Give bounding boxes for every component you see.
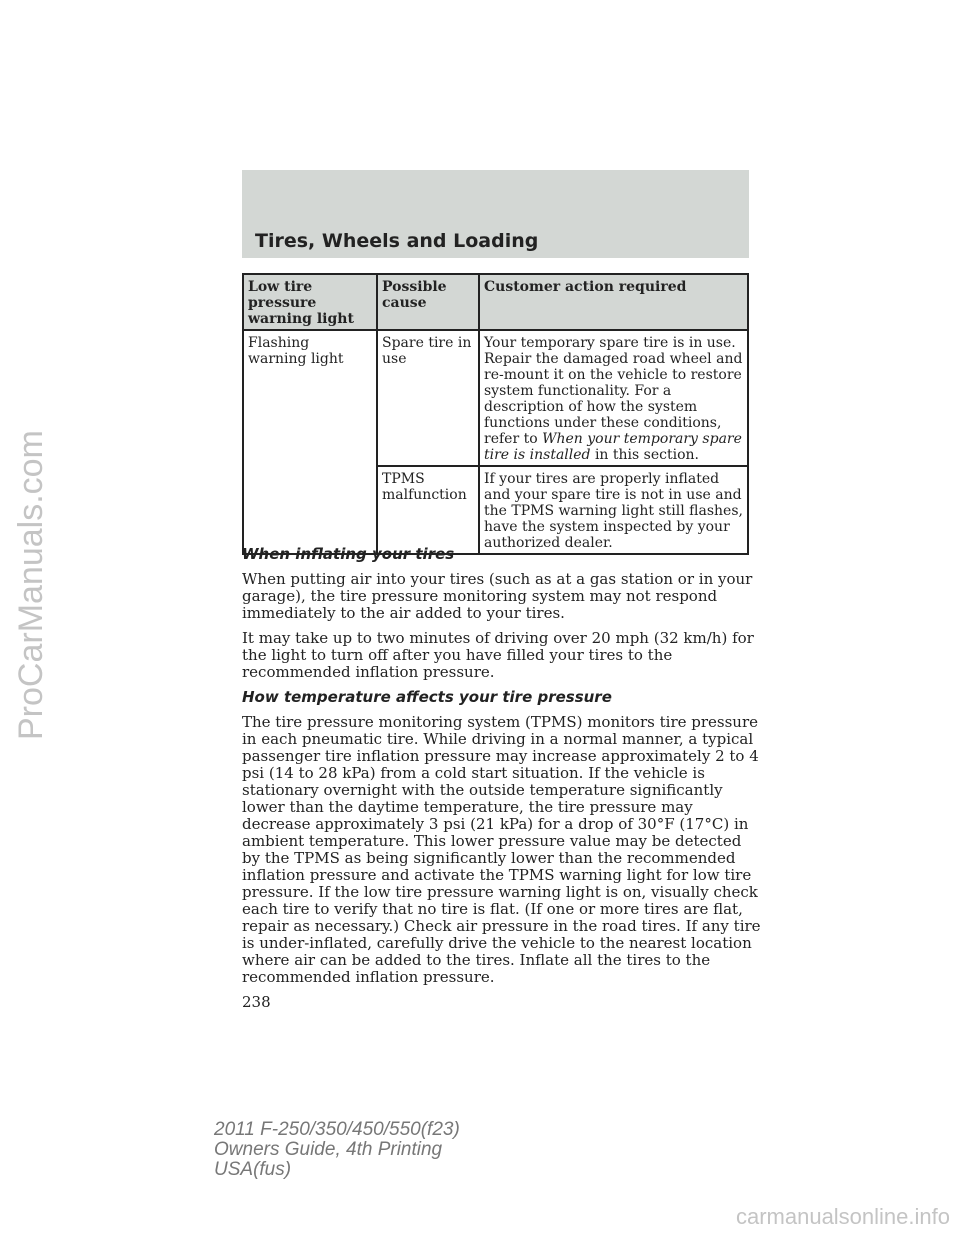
cell-warning-light: Flashing warning light: [243, 330, 377, 554]
footer-model: 2011 F-250/350/450/550: [214, 1119, 421, 1140]
section-title: Tires, Wheels and Loading: [255, 230, 539, 252]
paragraph: When putting air into your tires (such as at a gas station or in your garage), the tire pressure monitoring system may not respond immediately to the air added to your tires.: [242, 570, 753, 622]
paragraph: The tire pressure monitoring system (TPMS) monitors tire pressure in each pneumatic tire. While driving in a normal manner, a typical passenger tire inflation pressure may increase approximately 2 to 4 psi (14 to 28 kPa) from a cold start situation. If the vehicle is stationary overnight with the outside temperature significantly lower than the daytime temperature, the tire pressure may decrease approximately 3 psi (21 kPa) for a drop of 30°F (17°C) in ambient temperature. This lower pressure value may be detected by the TPMS as being significantly lower than the recommended inflation pressure and activate the TPMS warning light for low tire pressure. If the low tire pressure warning light is on, visually check each tire to verify that no tire is flat. (If one or more tires are flat, repair as necessary.) Check air pressure in the road tires. If any tire is under-inflated, carefully drive the vehicle to the nearest location where air can be added to the tires. Inflate all the tires to the recommended inflation pressure.: [242, 713, 761, 986]
body-text: [242, 546, 762, 1011]
footer-market: USA: [214, 1159, 254, 1180]
footer-line: [214, 1120, 460, 1140]
table-row: [243, 330, 748, 466]
table-header-row: [243, 274, 748, 330]
cell-action: If your tires are properly inflated and your spare tire is not in use and the TPMS warning light still flashes, have the system inspected by your authorized dealer.: [479, 466, 748, 554]
footer-model-code: (f23): [420, 1119, 460, 1140]
cell-cause: TPMS malfunction: [377, 466, 479, 554]
header-warning-light: Low tire pressure warning light: [243, 274, 377, 330]
warning-light-table: [242, 273, 749, 555]
footer-publication-info: [214, 1120, 460, 1180]
action-text: Your temporary spare tire is in use. Repair the damaged road wheel and re-mount it on the vehicle to restore system functionality. For a description of how the system functions under these conditions, refer to: [484, 335, 743, 447]
subheading-temperature: How temperature affects your tire pressure: [242, 688, 612, 706]
bottom-watermark: carmanualsonline.info: [735, 1204, 950, 1229]
header-possible-cause: Possible cause: [377, 274, 479, 330]
subheading-inflating: When inflating your tires: [242, 545, 455, 563]
cell-cause: Spare tire in use: [377, 330, 479, 466]
cross-reference: When your temporary spare tire is installed: [484, 431, 742, 463]
header-customer-action: Customer action required: [479, 274, 748, 330]
footer-market-code: (fus): [253, 1159, 292, 1180]
footer-line: [214, 1160, 460, 1180]
side-watermark: ProCarManuals.com: [12, 430, 50, 740]
page-number: 238: [242, 993, 271, 1011]
footer-line: Owners Guide, 4th Printing: [214, 1139, 443, 1160]
action-text-end: in this section.: [590, 447, 699, 463]
cell-action: [479, 330, 748, 466]
paragraph: It may take up to two minutes of driving over 20 mph (32 km/h) for the light to turn off after you have filled your tires to the recommended inflation pressure.: [242, 629, 754, 681]
